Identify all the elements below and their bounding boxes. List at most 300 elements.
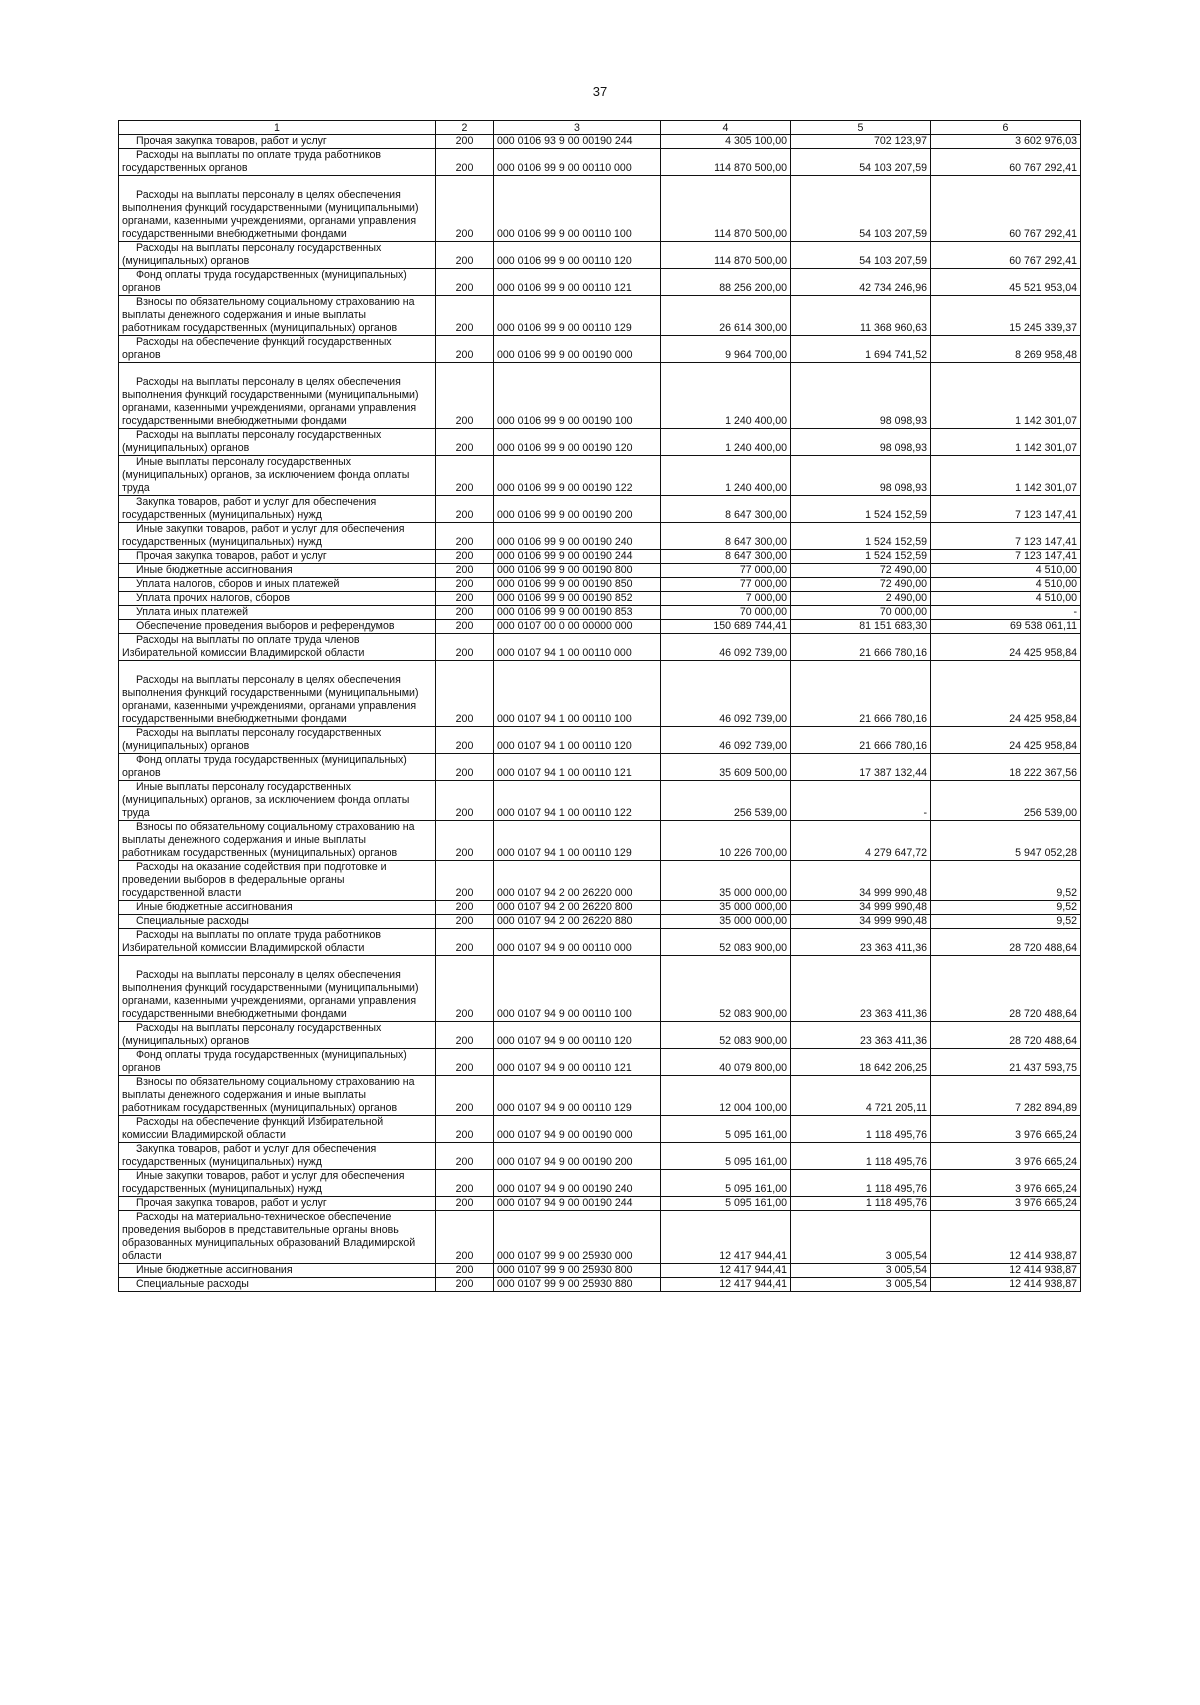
row-name-line: Прочая закупка товаров, работ и услуг — [136, 135, 327, 147]
row-name-line: Избирательной комиссии Владимирской области — [122, 942, 365, 954]
row-unexecuted-amount: 12 414 938,87 — [931, 1264, 1081, 1278]
row-name — [119, 781, 436, 821]
row-name-line: Уплата иных платежей — [136, 606, 248, 618]
row-unexecuted-amount: 18 222 367,56 — [931, 754, 1081, 781]
row-name-line: Обеспечение проведения выборов и референдумов — [136, 620, 395, 632]
row-name-line: Расходы на выплаты по оплате труда работников — [136, 149, 381, 161]
row-approved-amount: 256 539,00 — [661, 781, 791, 821]
row-executed-amount: 23 363 411,36 — [791, 1022, 931, 1049]
row-kbk-code: 000 0107 99 9 00 25930 000 — [494, 1211, 661, 1264]
table-row — [119, 915, 1081, 929]
row-name-line: выплаты денежного содержания и иные выплаты — [122, 309, 367, 321]
row-name — [119, 269, 436, 296]
table-row — [119, 149, 1081, 176]
row-unexecuted-amount: 9,52 — [931, 861, 1081, 901]
row-name-line: (муниципальных) органов, за исключением фонда оплаты — [122, 794, 410, 806]
column-header-3: 3 — [494, 121, 661, 135]
row-executed-amount: 42 734 246,96 — [791, 269, 931, 296]
row-executed-amount: 3 005,54 — [791, 1264, 931, 1278]
row-approved-amount: 26 614 300,00 — [661, 296, 791, 336]
row-executed-amount: 98 098,93 — [791, 363, 931, 429]
row-executed-amount: 72 490,00 — [791, 564, 931, 578]
row-name — [119, 1076, 436, 1116]
row-name-line: Иные бюджетные ассигнования — [136, 901, 293, 913]
row-name — [119, 754, 436, 781]
table-row — [119, 363, 1081, 429]
row-name — [119, 821, 436, 861]
row-unexecuted-amount: 7 123 147,41 — [931, 523, 1081, 550]
table-row — [119, 929, 1081, 956]
row-name — [119, 429, 436, 456]
row-executed-amount: 1 118 495,76 — [791, 1170, 931, 1197]
row-approved-amount: 7 000,00 — [661, 592, 791, 606]
row-approved-amount: 52 083 900,00 — [661, 929, 791, 956]
row-name-line — [122, 661, 432, 674]
row-unexecuted-amount: 256 539,00 — [931, 781, 1081, 821]
row-name-line: государственными внебюджетными фондами — [122, 228, 347, 240]
row-name — [119, 620, 436, 634]
row-name-line: органов — [122, 767, 161, 779]
row-executed-amount: 98 098,93 — [791, 429, 931, 456]
row-name-line: комиссии Владимирской области — [122, 1129, 286, 1141]
row-name-line: государственных органов — [122, 162, 248, 174]
row-name-line: Фонд оплаты труда государственных (муниципальных) — [136, 269, 407, 281]
row-name — [119, 634, 436, 661]
row-name — [119, 149, 436, 176]
row-name — [119, 296, 436, 336]
row-kbk-code: 000 0106 93 9 00 00190 244 — [494, 135, 661, 149]
row-unexecuted-amount: 3 976 665,24 — [931, 1116, 1081, 1143]
row-name-line: Уплата прочих налогов, сборов — [136, 592, 291, 604]
row-name — [119, 564, 436, 578]
row-executed-amount: 4 721 205,11 — [791, 1076, 931, 1116]
row-name-line: Иные закупки товаров, работ и услуг для обеспечения — [136, 523, 405, 535]
row-name-line: Прочая закупка товаров, работ и услуг — [136, 550, 327, 562]
row-name — [119, 901, 436, 915]
row-name-line: органов — [122, 1062, 161, 1074]
row-approved-amount: 88 256 200,00 — [661, 269, 791, 296]
row-name-line: Расходы на выплаты персоналу государственных — [136, 727, 382, 739]
row-name — [119, 1197, 436, 1211]
row-name-line: выполнения функций государственными (муниципальными) — [122, 687, 419, 699]
row-kbk-code: 000 0107 99 9 00 25930 800 — [494, 1264, 661, 1278]
row-approved-amount: 8 647 300,00 — [661, 496, 791, 523]
row-name-line: Прочая закупка товаров, работ и услуг — [136, 1197, 327, 1209]
row-kbk-code: 000 0107 94 1 00 00110 122 — [494, 781, 661, 821]
row-code: 200 — [436, 861, 494, 901]
row-name — [119, 550, 436, 564]
column-header-5: 5 — [791, 121, 931, 135]
row-executed-amount: 54 103 207,59 — [791, 149, 931, 176]
row-kbk-code: 000 0106 99 9 00 00190 122 — [494, 456, 661, 496]
row-name — [119, 661, 436, 727]
row-name-line: Иные выплаты персоналу государственных — [136, 456, 352, 468]
row-name-line: Иные бюджетные ассигнования — [136, 1264, 293, 1276]
row-name-line: органами, казенными учреждениями, органами управления — [122, 215, 417, 227]
row-approved-amount: 8 647 300,00 — [661, 550, 791, 564]
table-row — [119, 242, 1081, 269]
row-code: 200 — [436, 1211, 494, 1264]
row-approved-amount: 114 870 500,00 — [661, 149, 791, 176]
row-name — [119, 606, 436, 620]
row-code: 200 — [436, 1170, 494, 1197]
row-kbk-code: 000 0107 94 1 00 00110 000 — [494, 634, 661, 661]
table-row — [119, 1170, 1081, 1197]
row-name-line: (муниципальных) органов — [122, 442, 250, 454]
row-name — [119, 929, 436, 956]
table-row — [119, 564, 1081, 578]
row-unexecuted-amount: 28 720 488,64 — [931, 1022, 1081, 1049]
row-name-line: государственных (муниципальных) нужд — [122, 1183, 322, 1195]
row-executed-amount: 34 999 990,48 — [791, 901, 931, 915]
row-name — [119, 363, 436, 429]
row-executed-amount: 70 000,00 — [791, 606, 931, 620]
row-kbk-code: 000 0107 94 1 00 00110 100 — [494, 661, 661, 727]
row-unexecuted-amount: 7 123 147,41 — [931, 496, 1081, 523]
row-unexecuted-amount: 24 425 958,84 — [931, 634, 1081, 661]
row-unexecuted-amount: 28 720 488,64 — [931, 956, 1081, 1022]
table-row — [119, 1076, 1081, 1116]
row-name-line: органами, казенными учреждениями, органами управления — [122, 700, 417, 712]
row-unexecuted-amount: 7 123 147,41 — [931, 550, 1081, 564]
row-approved-amount: 35 000 000,00 — [661, 901, 791, 915]
row-name — [119, 1143, 436, 1170]
row-name-line: Взносы по обязательному социальному страхованию на — [136, 1076, 415, 1088]
row-executed-amount: 2 490,00 — [791, 592, 931, 606]
row-code: 200 — [436, 1116, 494, 1143]
column-header-2: 2 — [436, 121, 494, 135]
row-executed-amount: 81 151 683,30 — [791, 620, 931, 634]
row-name-line: Расходы на материально-техническое обеспечение — [136, 1211, 392, 1223]
row-approved-amount: 46 092 739,00 — [661, 727, 791, 754]
row-name-line: государственными внебюджетными фондами — [122, 415, 347, 427]
row-name-line: Иные выплаты персоналу государственных — [136, 781, 352, 793]
row-code: 200 — [436, 149, 494, 176]
row-executed-amount: 11 368 960,63 — [791, 296, 931, 336]
row-kbk-code: 000 0107 94 9 00 00190 200 — [494, 1143, 661, 1170]
row-executed-amount: 21 666 780,16 — [791, 634, 931, 661]
row-name — [119, 523, 436, 550]
row-name-line: органов — [122, 349, 161, 361]
row-name — [119, 135, 436, 149]
table-row — [119, 661, 1081, 727]
row-unexecuted-amount: 60 767 292,41 — [931, 149, 1081, 176]
row-kbk-code: 000 0107 94 1 00 00110 129 — [494, 821, 661, 861]
row-unexecuted-amount: 15 245 339,37 — [931, 296, 1081, 336]
row-code: 200 — [436, 1264, 494, 1278]
row-code: 200 — [436, 1197, 494, 1211]
row-executed-amount: 72 490,00 — [791, 578, 931, 592]
row-name-line: Расходы на оказание содействия при подготовке и — [136, 861, 387, 873]
table-row — [119, 578, 1081, 592]
row-code: 200 — [436, 606, 494, 620]
row-kbk-code: 000 0107 94 9 00 00190 244 — [494, 1197, 661, 1211]
page-number: 37 — [592, 84, 608, 99]
table-row — [119, 336, 1081, 363]
row-approved-amount: 35 000 000,00 — [661, 861, 791, 901]
row-name-line: области — [122, 1250, 162, 1262]
row-approved-amount: 114 870 500,00 — [661, 176, 791, 242]
table-row — [119, 620, 1081, 634]
table-row — [119, 296, 1081, 336]
row-name-line: выполнения функций государственными (муниципальными) — [122, 389, 419, 401]
row-name-line: Расходы на выплаты персоналу государственных — [136, 242, 382, 254]
row-approved-amount: 77 000,00 — [661, 578, 791, 592]
row-unexecuted-amount: 24 425 958,84 — [931, 727, 1081, 754]
row-name-line: Расходы на выплаты персоналу в целях обеспечения — [136, 376, 401, 388]
table-row — [119, 1211, 1081, 1264]
row-unexecuted-amount: 3 976 665,24 — [931, 1143, 1081, 1170]
row-name — [119, 956, 436, 1022]
row-name-line: органами, казенными учреждениями, органами управления — [122, 402, 417, 414]
row-unexecuted-amount: 7 282 894,89 — [931, 1076, 1081, 1116]
row-name-line: государственных (муниципальных) нужд — [122, 509, 322, 521]
row-name — [119, 1170, 436, 1197]
row-code: 200 — [436, 754, 494, 781]
row-approved-amount: 10 226 700,00 — [661, 821, 791, 861]
row-executed-amount: 54 103 207,59 — [791, 242, 931, 269]
row-unexecuted-amount: 69 538 061,11 — [931, 620, 1081, 634]
row-name-line: работникам государственных (муниципальных) органов — [122, 322, 398, 334]
row-code: 200 — [436, 363, 494, 429]
table-row — [119, 606, 1081, 620]
row-kbk-code: 000 0106 99 9 00 00110 120 — [494, 242, 661, 269]
row-unexecuted-amount: 1 142 301,07 — [931, 363, 1081, 429]
row-code: 200 — [436, 821, 494, 861]
row-name-line: государственными внебюджетными фондами — [122, 713, 347, 725]
row-executed-amount: 3 005,54 — [791, 1211, 931, 1264]
row-code: 200 — [436, 564, 494, 578]
row-kbk-code: 000 0107 94 1 00 00110 120 — [494, 727, 661, 754]
row-unexecuted-amount: 1 142 301,07 — [931, 429, 1081, 456]
row-kbk-code: 000 0107 94 2 00 26220 000 — [494, 861, 661, 901]
table-row — [119, 1143, 1081, 1170]
row-name-line — [122, 956, 432, 969]
row-code: 200 — [436, 915, 494, 929]
row-name — [119, 861, 436, 901]
row-code: 200 — [436, 620, 494, 634]
column-header-6: 6 — [931, 121, 1081, 135]
table-row — [119, 496, 1081, 523]
row-name-line: Расходы на выплаты персоналу в целях обеспечения — [136, 969, 401, 981]
row-name-line: Расходы на выплаты персоналу в целях обеспечения — [136, 189, 401, 201]
row-executed-amount: 1 524 152,59 — [791, 523, 931, 550]
row-name — [119, 1049, 436, 1076]
table-row — [119, 429, 1081, 456]
row-name-line: работникам государственных (муниципальных) органов — [122, 847, 398, 859]
row-approved-amount: 40 079 800,00 — [661, 1049, 791, 1076]
row-kbk-code: 000 0106 99 9 00 00190 200 — [494, 496, 661, 523]
row-name-line: выплаты денежного содержания и иные выплаты — [122, 834, 367, 846]
row-executed-amount: 23 363 411,36 — [791, 956, 931, 1022]
row-kbk-code: 000 0106 99 9 00 00190 240 — [494, 523, 661, 550]
row-executed-amount: 17 387 132,44 — [791, 754, 931, 781]
row-name-line: Избирательной комиссии Владимирской области — [122, 647, 365, 659]
row-name-line: Расходы на обеспечение функций Избирательной — [136, 1116, 384, 1128]
row-approved-amount: 46 092 739,00 — [661, 634, 791, 661]
row-executed-amount: 34 999 990,48 — [791, 915, 931, 929]
table-body — [119, 135, 1081, 1292]
row-kbk-code: 000 0106 99 9 00 00190 244 — [494, 550, 661, 564]
row-name-line: Специальные расходы — [136, 1278, 249, 1290]
row-unexecuted-amount: 60 767 292,41 — [931, 176, 1081, 242]
row-unexecuted-amount: 3 602 976,03 — [931, 135, 1081, 149]
row-name-line: Расходы на обеспечение функций государственных — [136, 336, 392, 348]
table-row — [119, 754, 1081, 781]
row-approved-amount: 35 609 500,00 — [661, 754, 791, 781]
row-executed-amount: 1 694 741,52 — [791, 336, 931, 363]
row-approved-amount: 52 083 900,00 — [661, 1022, 791, 1049]
row-unexecuted-amount: 45 521 953,04 — [931, 269, 1081, 296]
row-name-line: Расходы на выплаты по оплате труда работников — [136, 929, 381, 941]
table-row — [119, 269, 1081, 296]
row-name — [119, 1211, 436, 1264]
row-code: 200 — [436, 269, 494, 296]
row-name — [119, 727, 436, 754]
row-code: 200 — [436, 1278, 494, 1292]
row-name-line: Закупка товаров, работ и услуг для обеспечения — [136, 1143, 377, 1155]
row-name — [119, 1264, 436, 1278]
row-name — [119, 1278, 436, 1292]
row-unexecuted-amount: 8 269 958,48 — [931, 336, 1081, 363]
row-name-line: Взносы по обязательному социальному страхованию на — [136, 296, 415, 308]
row-name-line: проведения выборов в представительные органы вновь — [122, 1224, 399, 1236]
row-kbk-code: 000 0107 94 2 00 26220 880 — [494, 915, 661, 929]
row-name-line — [122, 363, 432, 376]
row-name-line: Закупка товаров, работ и услуг для обеспечения — [136, 496, 377, 508]
row-unexecuted-amount: 5 947 052,28 — [931, 821, 1081, 861]
row-unexecuted-amount: - — [931, 606, 1081, 620]
row-executed-amount: 3 005,54 — [791, 1278, 931, 1292]
row-kbk-code: 000 0107 94 9 00 00110 121 — [494, 1049, 661, 1076]
row-code: 200 — [436, 1022, 494, 1049]
row-executed-amount: 1 524 152,59 — [791, 496, 931, 523]
row-name-line: (муниципальных) органов — [122, 740, 250, 752]
row-kbk-code: 000 0107 94 9 00 00110 100 — [494, 956, 661, 1022]
row-approved-amount: 1 240 400,00 — [661, 363, 791, 429]
row-approved-amount: 46 092 739,00 — [661, 661, 791, 727]
table-row — [119, 456, 1081, 496]
row-kbk-code: 000 0107 94 9 00 00190 000 — [494, 1116, 661, 1143]
table-row — [119, 135, 1081, 149]
row-name-line: Специальные расходы — [136, 915, 249, 927]
row-code: 200 — [436, 901, 494, 915]
row-approved-amount: 5 095 161,00 — [661, 1143, 791, 1170]
row-executed-amount: 21 666 780,16 — [791, 661, 931, 727]
table-row — [119, 1278, 1081, 1292]
row-kbk-code: 000 0106 99 9 00 00110 000 — [494, 149, 661, 176]
table-row — [119, 861, 1081, 901]
row-executed-amount: 98 098,93 — [791, 456, 931, 496]
row-approved-amount: 114 870 500,00 — [661, 242, 791, 269]
table-row — [119, 1022, 1081, 1049]
row-kbk-code: 000 0107 94 2 00 26220 800 — [494, 901, 661, 915]
budget-table — [118, 120, 1081, 1292]
row-kbk-code: 000 0107 00 0 00 00000 000 — [494, 620, 661, 634]
row-unexecuted-amount: 9,52 — [931, 901, 1081, 915]
row-name — [119, 592, 436, 606]
row-unexecuted-amount: 3 976 665,24 — [931, 1197, 1081, 1211]
row-approved-amount: 12 417 944,41 — [661, 1278, 791, 1292]
row-name-line: Иные бюджетные ассигнования — [136, 564, 293, 576]
row-kbk-code: 000 0106 99 9 00 00190 120 — [494, 429, 661, 456]
table-row — [119, 821, 1081, 861]
table-row — [119, 550, 1081, 564]
row-executed-amount: 21 666 780,16 — [791, 727, 931, 754]
row-code: 200 — [436, 929, 494, 956]
row-name-line: выплаты денежного содержания и иные выплаты — [122, 1089, 367, 1101]
column-header-4: 4 — [661, 121, 791, 135]
row-code: 200 — [436, 336, 494, 363]
row-name-line: государственных (муниципальных) нужд — [122, 1156, 322, 1168]
row-executed-amount: 34 999 990,48 — [791, 861, 931, 901]
row-executed-amount: 54 103 207,59 — [791, 176, 931, 242]
row-approved-amount: 12 417 944,41 — [661, 1211, 791, 1264]
row-name — [119, 915, 436, 929]
row-name-line: Взносы по обязательному социальному страхованию на — [136, 821, 415, 833]
column-header-1: 1 — [119, 121, 436, 135]
row-code: 200 — [436, 242, 494, 269]
row-approved-amount: 5 095 161,00 — [661, 1197, 791, 1211]
table-row — [119, 1197, 1081, 1211]
row-kbk-code: 000 0106 99 9 00 00190 000 — [494, 336, 661, 363]
row-approved-amount: 5 095 161,00 — [661, 1116, 791, 1143]
row-approved-amount: 8 647 300,00 — [661, 523, 791, 550]
row-approved-amount: 70 000,00 — [661, 606, 791, 620]
row-code: 200 — [436, 176, 494, 242]
row-code: 200 — [436, 781, 494, 821]
row-name — [119, 1022, 436, 1049]
row-code: 200 — [436, 1143, 494, 1170]
row-name-line: проведении выборов в федеральные органы — [122, 874, 345, 886]
row-code: 200 — [436, 456, 494, 496]
row-unexecuted-amount: 4 510,00 — [931, 592, 1081, 606]
row-name-line: Расходы на выплаты по оплате труда членов — [136, 634, 360, 646]
row-code: 200 — [436, 296, 494, 336]
row-executed-amount: - — [791, 781, 931, 821]
row-name-line: органами, казенными учреждениями, органами управления — [122, 995, 417, 1007]
row-name-line: Расходы на выплаты персоналу в целях обеспечения — [136, 674, 401, 686]
row-name — [119, 496, 436, 523]
row-name-line: Фонд оплаты труда государственных (муниципальных) — [136, 1049, 407, 1061]
row-name-line: (муниципальных) органов — [122, 255, 250, 267]
row-approved-amount: 1 240 400,00 — [661, 456, 791, 496]
row-approved-amount: 12 417 944,41 — [661, 1264, 791, 1278]
row-executed-amount: 1 118 495,76 — [791, 1143, 931, 1170]
row-unexecuted-amount: 24 425 958,84 — [931, 661, 1081, 727]
row-kbk-code: 000 0106 99 9 00 00190 100 — [494, 363, 661, 429]
row-unexecuted-amount: 12 414 938,87 — [931, 1278, 1081, 1292]
row-kbk-code: 000 0106 99 9 00 00190 850 — [494, 578, 661, 592]
row-executed-amount: 18 642 206,25 — [791, 1049, 931, 1076]
row-name — [119, 176, 436, 242]
row-kbk-code: 000 0107 94 9 00 00110 120 — [494, 1022, 661, 1049]
row-unexecuted-amount: 21 437 593,75 — [931, 1049, 1081, 1076]
row-name-line: работникам государственных (муниципальных) органов — [122, 1102, 398, 1114]
row-code: 200 — [436, 578, 494, 592]
row-unexecuted-amount: 28 720 488,64 — [931, 929, 1081, 956]
table-row — [119, 1049, 1081, 1076]
row-kbk-code: 000 0106 99 9 00 00110 100 — [494, 176, 661, 242]
table-row — [119, 176, 1081, 242]
row-code: 200 — [436, 956, 494, 1022]
row-name-line: Расходы на выплаты персоналу государственных — [136, 429, 382, 441]
row-kbk-code: 000 0107 94 1 00 00110 121 — [494, 754, 661, 781]
table-row — [119, 1264, 1081, 1278]
row-code: 200 — [436, 727, 494, 754]
row-kbk-code: 000 0107 94 9 00 00190 240 — [494, 1170, 661, 1197]
row-name-line: (муниципальных) органов, за исключением фонда оплаты — [122, 469, 410, 481]
